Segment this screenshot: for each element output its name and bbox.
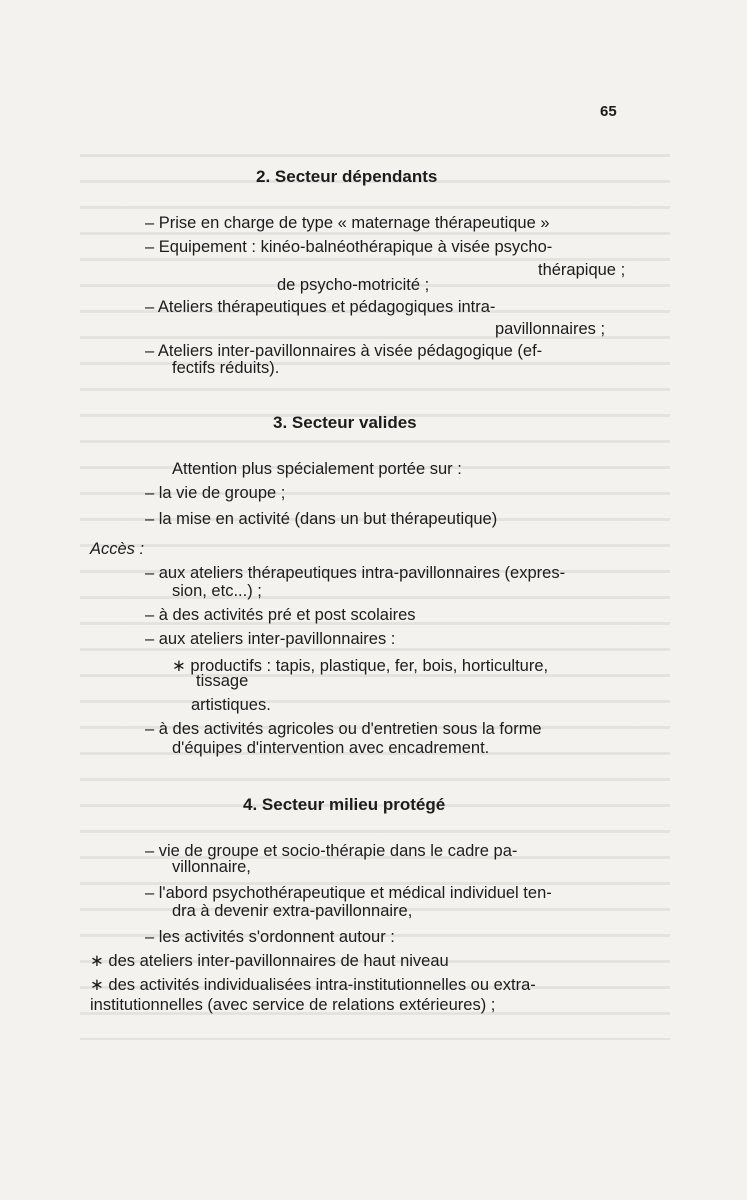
section-3-line: tissage bbox=[196, 672, 249, 690]
section-2-line: – Equipement : kinéo-balnéothérapique à visée psycho- bbox=[145, 238, 553, 256]
section-2-heading: 2. Secteur dépendants bbox=[256, 167, 438, 186]
section-3-line: artistiques. bbox=[191, 696, 271, 714]
section-4-line: – l'abord psychothérapeutique et médical individuel ten- bbox=[145, 884, 552, 902]
section-3-line: – à des activités pré et post scolaires bbox=[145, 606, 416, 624]
section-4-line: – vie de groupe et socio-thérapie dans le cadre pa- bbox=[145, 842, 518, 860]
section-4-heading: 4. Secteur milieu protégé bbox=[243, 795, 446, 814]
section-2-line: thérapique ; bbox=[538, 261, 626, 279]
section-3-line: d'équipes d'intervention avec encadrement. bbox=[172, 739, 490, 757]
section-2-line: – Ateliers inter-pavillonnaires à visée pédagogique (ef- bbox=[145, 342, 543, 360]
section-4-line: – les activités s'ordonnent autour : bbox=[145, 928, 395, 946]
section-4-line: villonnaire, bbox=[172, 858, 251, 876]
section-3-line: – la mise en activité (dans un but thérapeutique) bbox=[145, 510, 498, 528]
section-2-line: de psycho-motricité ; bbox=[277, 276, 430, 294]
section-2-line: fectifs réduits). bbox=[172, 359, 280, 377]
section-2-line: – Ateliers thérapeutiques et pédagogiques intra- bbox=[145, 298, 496, 316]
section-3-line: – aux ateliers thérapeutiques intra-pavillonnaires (expres- bbox=[145, 564, 566, 582]
page-number: 65 bbox=[600, 103, 617, 120]
section-2-line: pavillonnaires ; bbox=[495, 320, 606, 338]
section-3-line: Attention plus spécialement portée sur : bbox=[172, 460, 462, 478]
section-2-line: – Prise en charge de type « maternage thérapeutique » bbox=[145, 214, 550, 232]
section-4-line: ∗ des ateliers inter-pavillonnaires de haut niveau bbox=[90, 952, 449, 970]
section-3-line: – à des activités agricoles ou d'entretien sous la forme bbox=[145, 720, 542, 738]
section-4-line: institutionnelles (avec service de relations extérieures) ; bbox=[90, 996, 496, 1014]
section-3-line: sion, etc...) ; bbox=[172, 582, 262, 600]
section-3-line: ∗ productifs : tapis, plastique, fer, bois, horticulture, bbox=[172, 657, 549, 675]
section-4-line: dra à devenir extra-pavillonnaire, bbox=[172, 902, 413, 920]
section-3-line: – aux ateliers inter-pavillonnaires : bbox=[145, 630, 396, 648]
section-4-line: ∗ des activités individualisées intra-institutionnelles ou extra- bbox=[90, 976, 536, 994]
acces-label: Accès : bbox=[90, 540, 145, 558]
section-3-line: – la vie de groupe ; bbox=[145, 484, 286, 502]
section-3-heading: 3. Secteur valides bbox=[273, 413, 417, 432]
